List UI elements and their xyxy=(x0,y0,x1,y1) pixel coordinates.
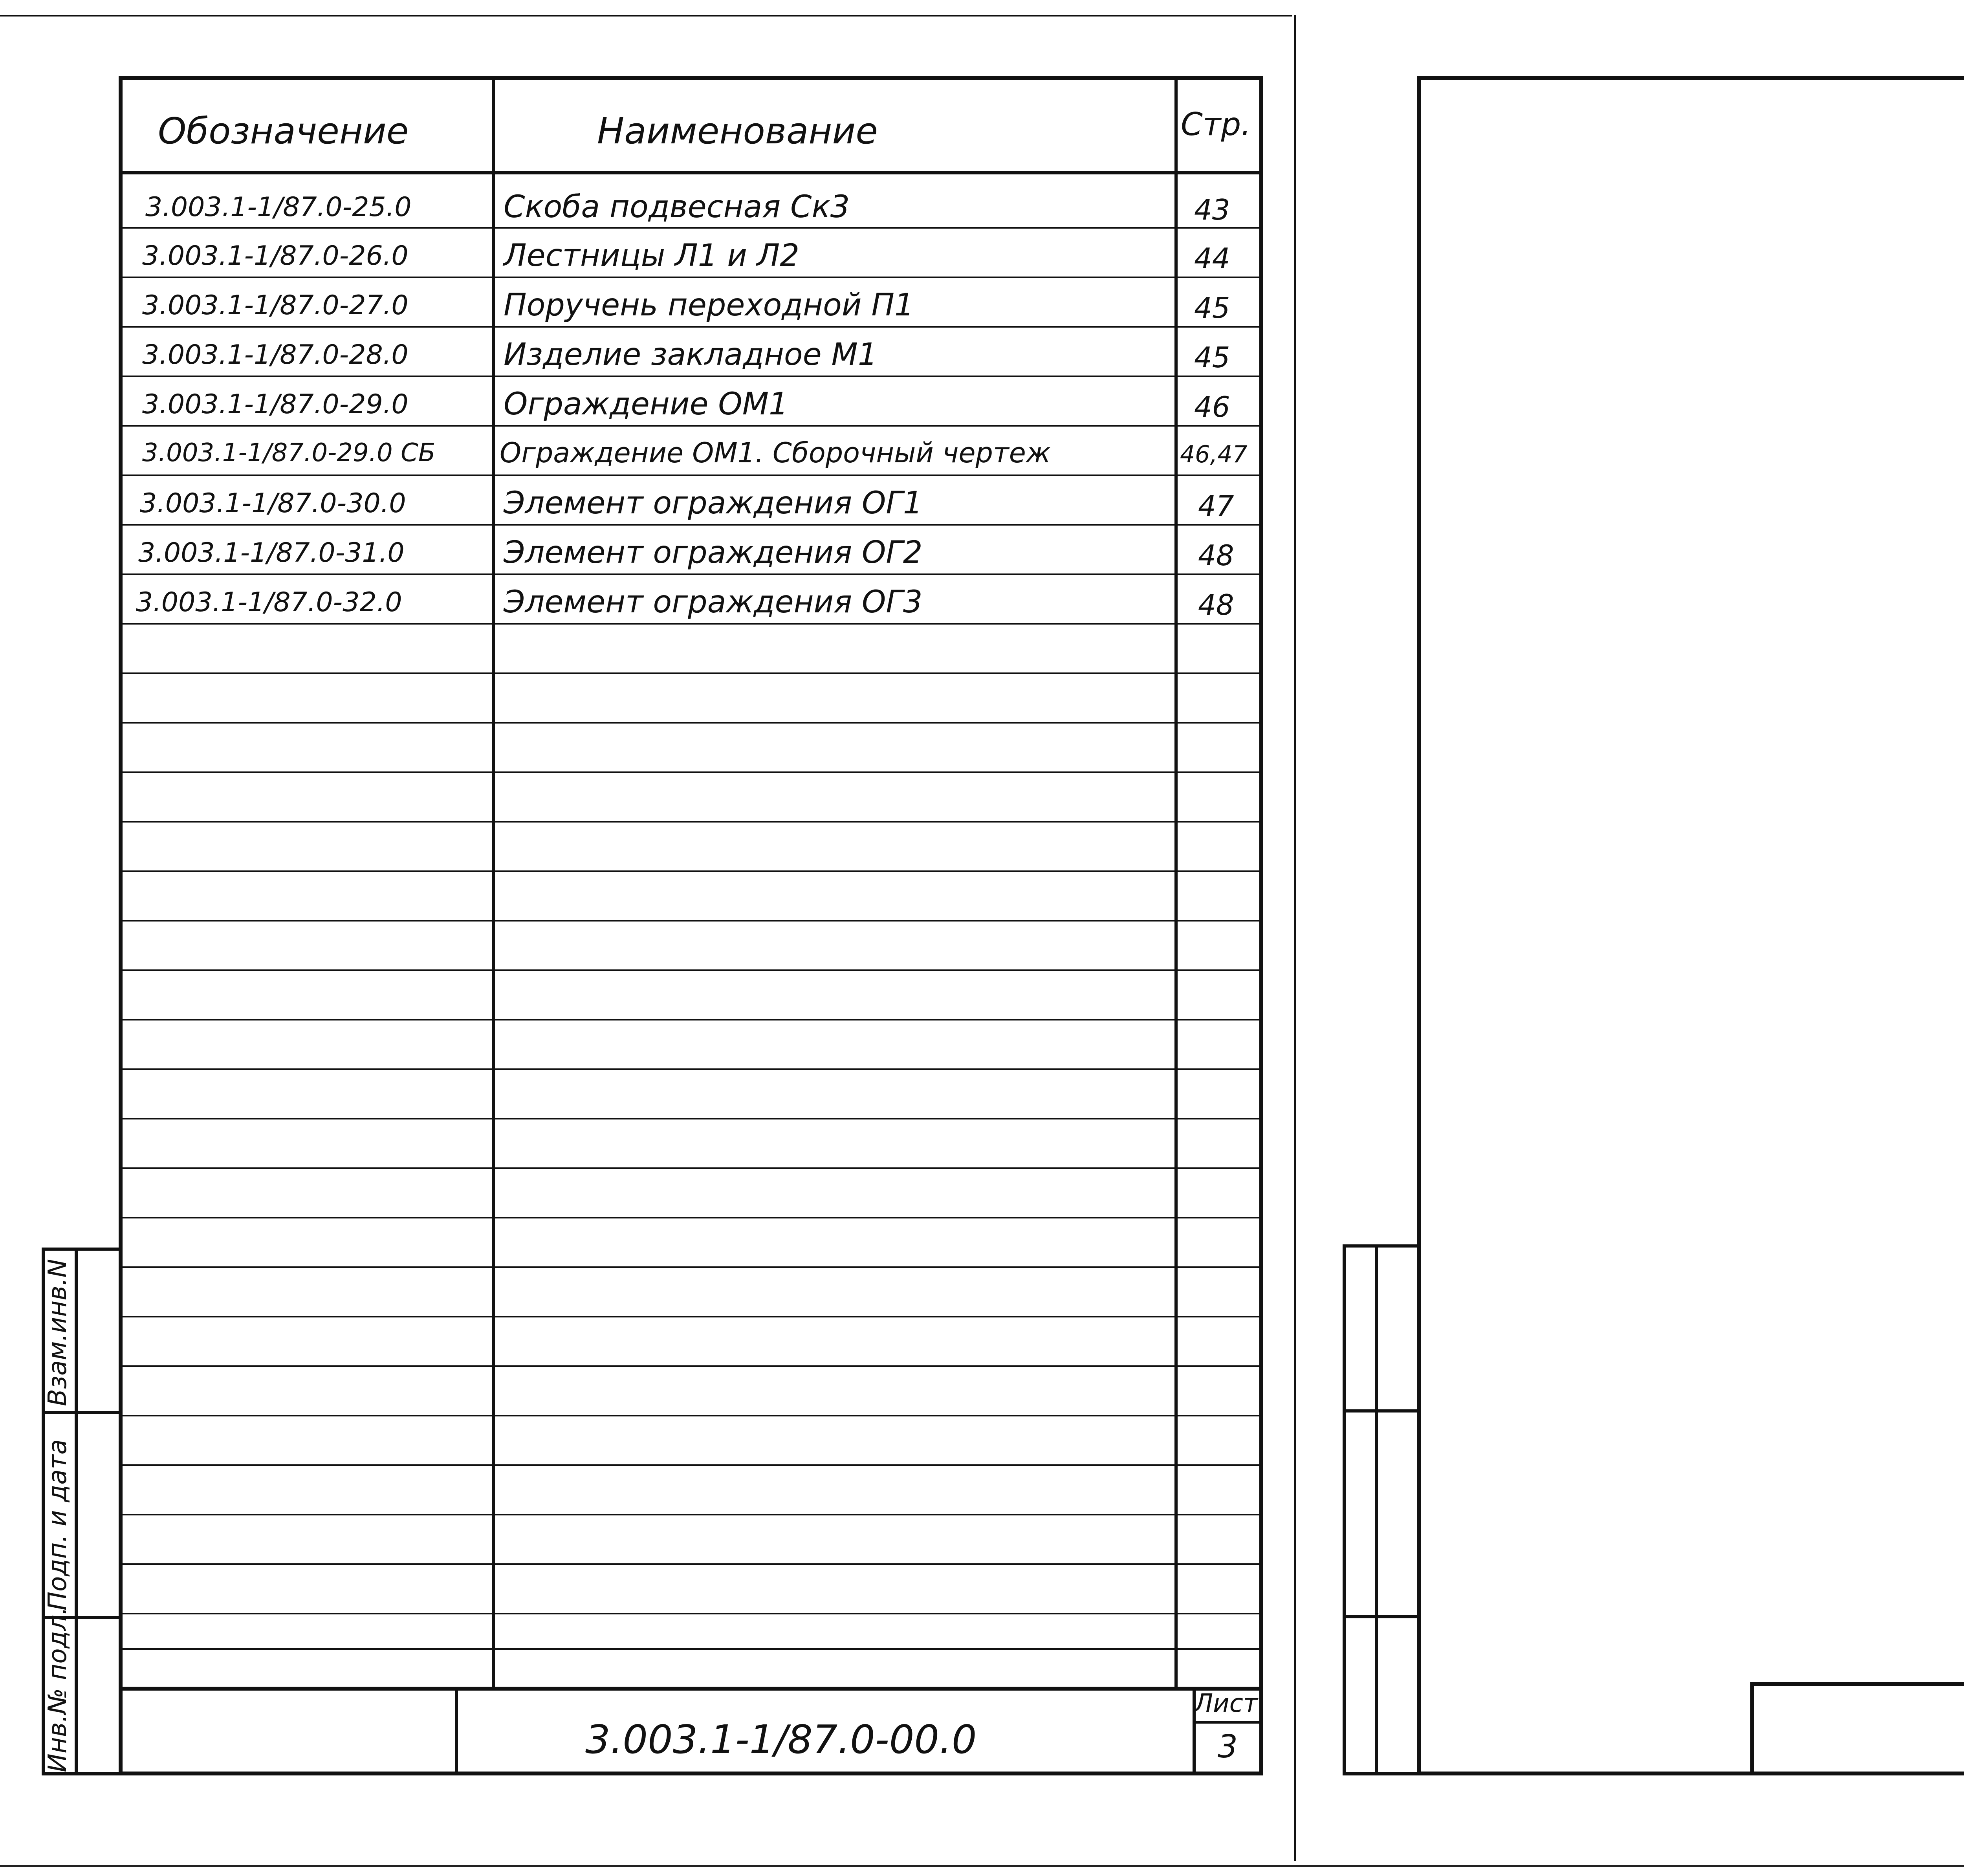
approval-strip-separator xyxy=(1375,1244,1378,1775)
row-designation: 3.003.1-1/87.0-27.0 xyxy=(142,290,409,321)
approval-strip-separator xyxy=(1343,1615,1421,1618)
row-line xyxy=(119,1563,1263,1565)
row-line xyxy=(119,623,1263,625)
row-line xyxy=(119,326,1263,328)
row-name: Ограждение ОМ1 xyxy=(504,387,788,422)
row-page: 47 xyxy=(1198,489,1234,522)
row-name: Лестницы Л1 и Л2 xyxy=(504,238,799,273)
document-code: 3.003.1-1/87.0-00.0 xyxy=(585,1717,977,1762)
row-line xyxy=(119,870,1263,872)
row-name: Поручень переходной П1 xyxy=(504,288,914,323)
row-name: Элемент ограждения ОГ3 xyxy=(504,584,923,620)
row-name: Скоба подвесная Ск3 xyxy=(504,189,850,225)
row-designation: 3.003.1-1/87.0-30.0 xyxy=(140,488,406,519)
row-name: Изделие закладное М1 xyxy=(504,337,878,372)
row-page: 43 xyxy=(1194,193,1230,226)
row-designation: 3.003.1-1/87.0-29.0 xyxy=(142,389,409,420)
header-designation: Обозначение xyxy=(158,110,409,152)
row-page: 48 xyxy=(1198,539,1234,572)
row-line xyxy=(119,227,1263,229)
approval-strip xyxy=(1343,1244,1421,1775)
bottom-edge xyxy=(0,1865,1964,1867)
title-block-separator xyxy=(1193,1721,1263,1724)
row-line xyxy=(119,1019,1263,1020)
row-line xyxy=(119,1068,1263,1070)
header-page: Стр. xyxy=(1181,106,1251,143)
approval-strip-separator xyxy=(1343,1409,1421,1412)
row-page: 45 xyxy=(1194,291,1230,324)
sheet-divider xyxy=(1294,15,1296,1861)
approval-strip-separator xyxy=(42,1411,122,1414)
row-line xyxy=(119,920,1263,922)
row-line xyxy=(119,771,1263,773)
row-line xyxy=(119,1415,1263,1416)
row-designation: 3.003.1-1/87.0-25.0 xyxy=(145,192,412,223)
row-page: 46 xyxy=(1194,390,1230,423)
row-name: Элемент ограждения ОГ1 xyxy=(504,485,923,521)
row-line xyxy=(119,1316,1263,1317)
row-line xyxy=(119,672,1263,674)
row-line xyxy=(119,1464,1263,1466)
approval-strip-separator xyxy=(75,1248,78,1775)
row-line xyxy=(119,573,1263,575)
title-block xyxy=(1750,1682,1964,1775)
row-line xyxy=(119,1217,1263,1218)
row-line xyxy=(119,1648,1263,1650)
row-designation: 3.003.1-1/87.0-28.0 xyxy=(142,339,409,370)
row-line xyxy=(119,277,1263,278)
row-line xyxy=(119,474,1263,476)
row-line xyxy=(119,1118,1263,1119)
row-line xyxy=(119,1365,1263,1367)
row-line xyxy=(119,969,1263,971)
row-page: 45 xyxy=(1194,341,1230,374)
sheet-number: 3 xyxy=(1218,1728,1238,1765)
inv-podl-label: Инв.№ подл. xyxy=(43,1607,72,1772)
row-line xyxy=(119,376,1263,377)
header-name: Наименование xyxy=(597,110,878,152)
column-separator-designation xyxy=(492,76,495,1687)
table-frame xyxy=(119,76,1263,1775)
row-page: 44 xyxy=(1194,242,1230,275)
title-block-separator xyxy=(455,1687,458,1775)
row-name: Ограждение ОМ1. Сборочный чертеж xyxy=(500,437,1051,469)
row-line xyxy=(119,722,1263,724)
column-separator-page xyxy=(1174,76,1178,1687)
row-designation: 3.003.1-1/87.0-26.0 xyxy=(142,240,409,271)
row-page: 48 xyxy=(1198,588,1234,621)
row-designation: 3.003.1-1/87.0-31.0 xyxy=(138,537,405,568)
row-designation: 3.003.1-1/87.0-32.0 xyxy=(136,587,402,618)
row-line xyxy=(119,1613,1263,1614)
row-name: Элемент ограждения ОГ2 xyxy=(504,535,923,570)
top-rule xyxy=(0,15,1292,16)
podp-data-label: Подп. и дата xyxy=(43,1439,72,1610)
row-line xyxy=(119,425,1263,427)
header-separator xyxy=(119,171,1263,174)
row-line xyxy=(119,524,1263,526)
row-page: 46,47 xyxy=(1180,441,1248,468)
row-line xyxy=(119,1514,1263,1515)
sheet-label: Лист xyxy=(1194,1689,1258,1718)
row-line xyxy=(119,1167,1263,1169)
blank-frame xyxy=(1417,76,1964,1775)
vzam-inv-label: Взам.инв.N xyxy=(43,1259,72,1406)
row-designation: 3.003.1-1/87.0-29.0 СБ xyxy=(142,438,436,467)
row-line xyxy=(119,821,1263,823)
row-line xyxy=(119,1266,1263,1268)
